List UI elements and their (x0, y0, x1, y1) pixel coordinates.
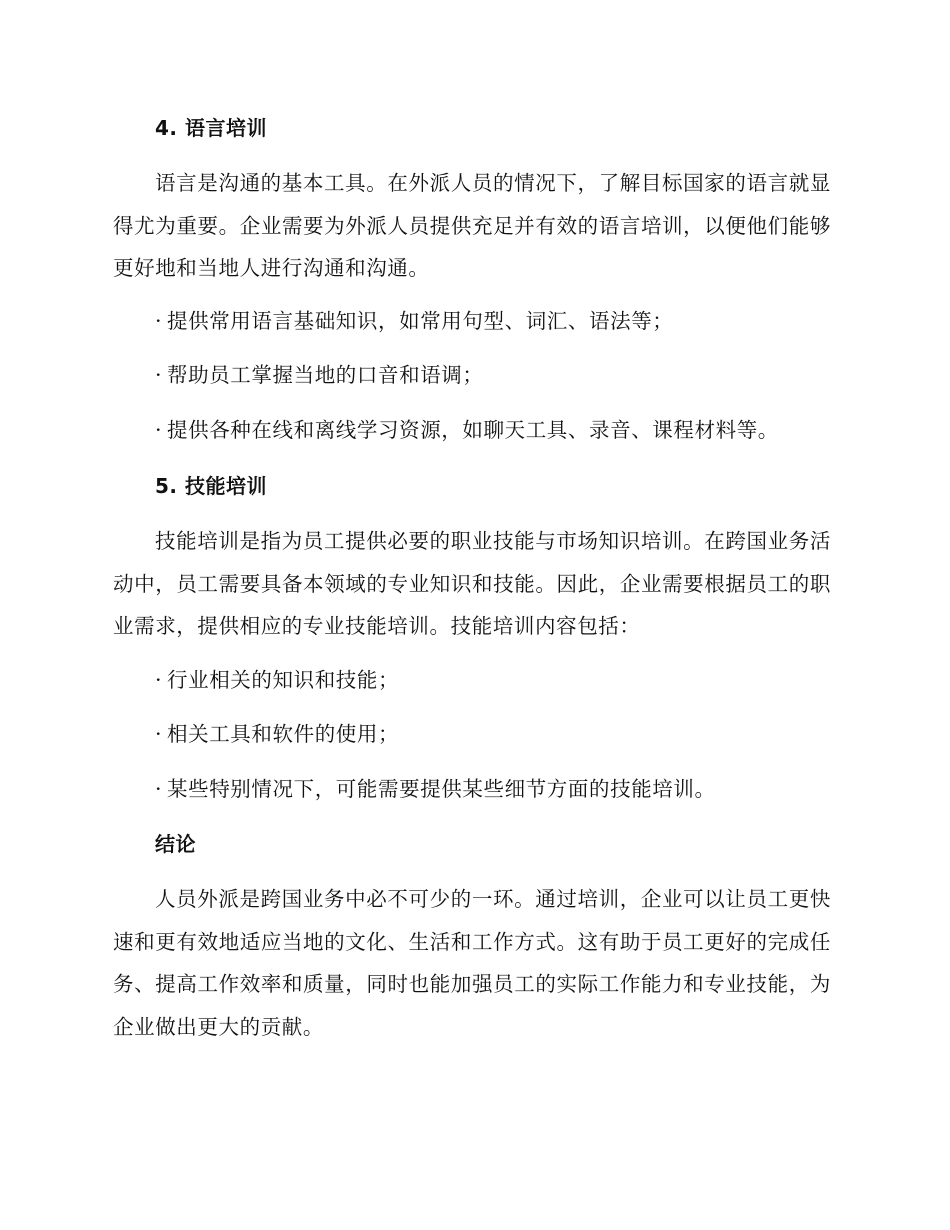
list-item (155, 361, 484, 389)
bullet-dot: · (155, 777, 163, 801)
list-item (155, 720, 399, 748)
bullet-dot: · (155, 668, 163, 692)
list-item-text: 相关工具和软件的使用； (167, 722, 400, 746)
list-item-text: 提供各种在线和离线学习资源，如聊天工具、录音、课程材料等。 (167, 418, 779, 442)
list-item-text: 行业相关的知识和技能； (167, 668, 400, 692)
document-page (113, 0, 831, 1230)
bullet-dot: · (155, 309, 163, 333)
paragraph-skills-training: 技能培训是指为员工提供必要的职业技能与市场知识培训。在跨国业务活动中，员工需要具备本领域的专业知识和技能。因此，企业需要根据员工的职业需求，提供相应的专业技能培训。技能培训内容包括： (113, 529, 831, 638)
section-heading-language-training: 4. 语言培训 (155, 116, 267, 140)
list-item (155, 775, 716, 803)
section-heading-skills-training: 5. 技能培训 (155, 474, 267, 498)
list-item (155, 307, 673, 335)
list-item-text: 某些特别情况下，可能需要提供某些细节方面的技能培训。 (167, 777, 716, 801)
list-item-text: 提供常用语言基础知识，如常用句型、词汇、语法等； (167, 309, 674, 333)
section-heading-conclusion: 结论 (155, 832, 196, 856)
list-item-text: 帮助员工掌握当地的口音和语调； (167, 363, 484, 387)
bullet-dot: · (155, 363, 163, 387)
paragraph-conclusion: 人员外派是跨国业务中必不可少的一环。通过培训，企业可以让员工更快速和更有效地适应当地的文化、生活和工作方式。这有助于员工更好的完成任务、提高工作效率和质量，同时也能加强员工的实际工作能力和专业技能，为企业做出更大的贡献。 (113, 887, 831, 1039)
paragraph-language-training: 语言是沟通的基本工具。在外派人员的情况下，了解目标国家的语言就显得尤为重要。企业需要为外派人员提供充足并有效的语言培训，以便他们能够更好地和当地人进行沟通和沟通。 (113, 171, 831, 280)
bullet-dot: · (155, 418, 163, 442)
bullet-dot: · (155, 722, 163, 746)
list-item (155, 416, 779, 444)
list-item (155, 666, 399, 694)
